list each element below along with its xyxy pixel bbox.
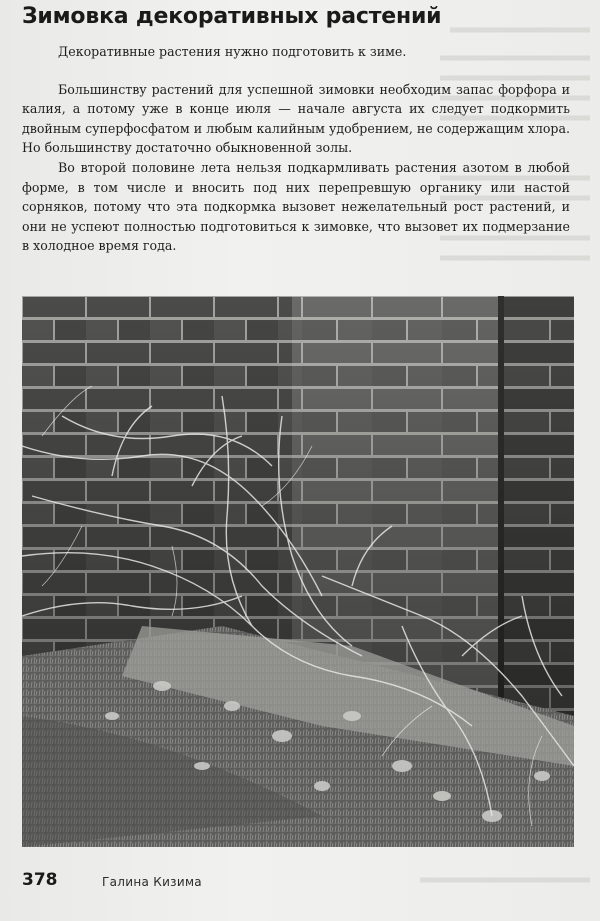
intro-paragraph: Декоративные растения нужно подготовить к зиме.: [58, 44, 407, 59]
photo-brick-wall-bushes: [22, 296, 574, 847]
paragraph-nitrogen: Во второй половине лета нельзя подкармливать растения азотом в любой форме, в том числе и вносить под них перепревшую органику или настой сорняков, потому что эта подкормка вызовет нежелательный рост растений, и они не успеют полностью подготовиться к зимовке, что вызовет их подмерзание в холодное время года.: [22, 159, 570, 254]
paragraph-fertilizer: Большинству растений для успешной зимовки необходим запас форфора и калия, а потому уже в конце июля — начале августа их следует подкормить двойным суперфосфатом и любым калийным удобрением, не содержащим хлора. Но большинству достаточно обыкновенной золы.: [22, 81, 570, 156]
article-body: [22, 42, 570, 256]
photo-illustration: [22, 296, 574, 847]
author-name: Галина Кизима: [102, 875, 202, 889]
section-heading: Зимовка декоративных растений: [22, 4, 442, 29]
page-number: 378: [22, 870, 58, 890]
